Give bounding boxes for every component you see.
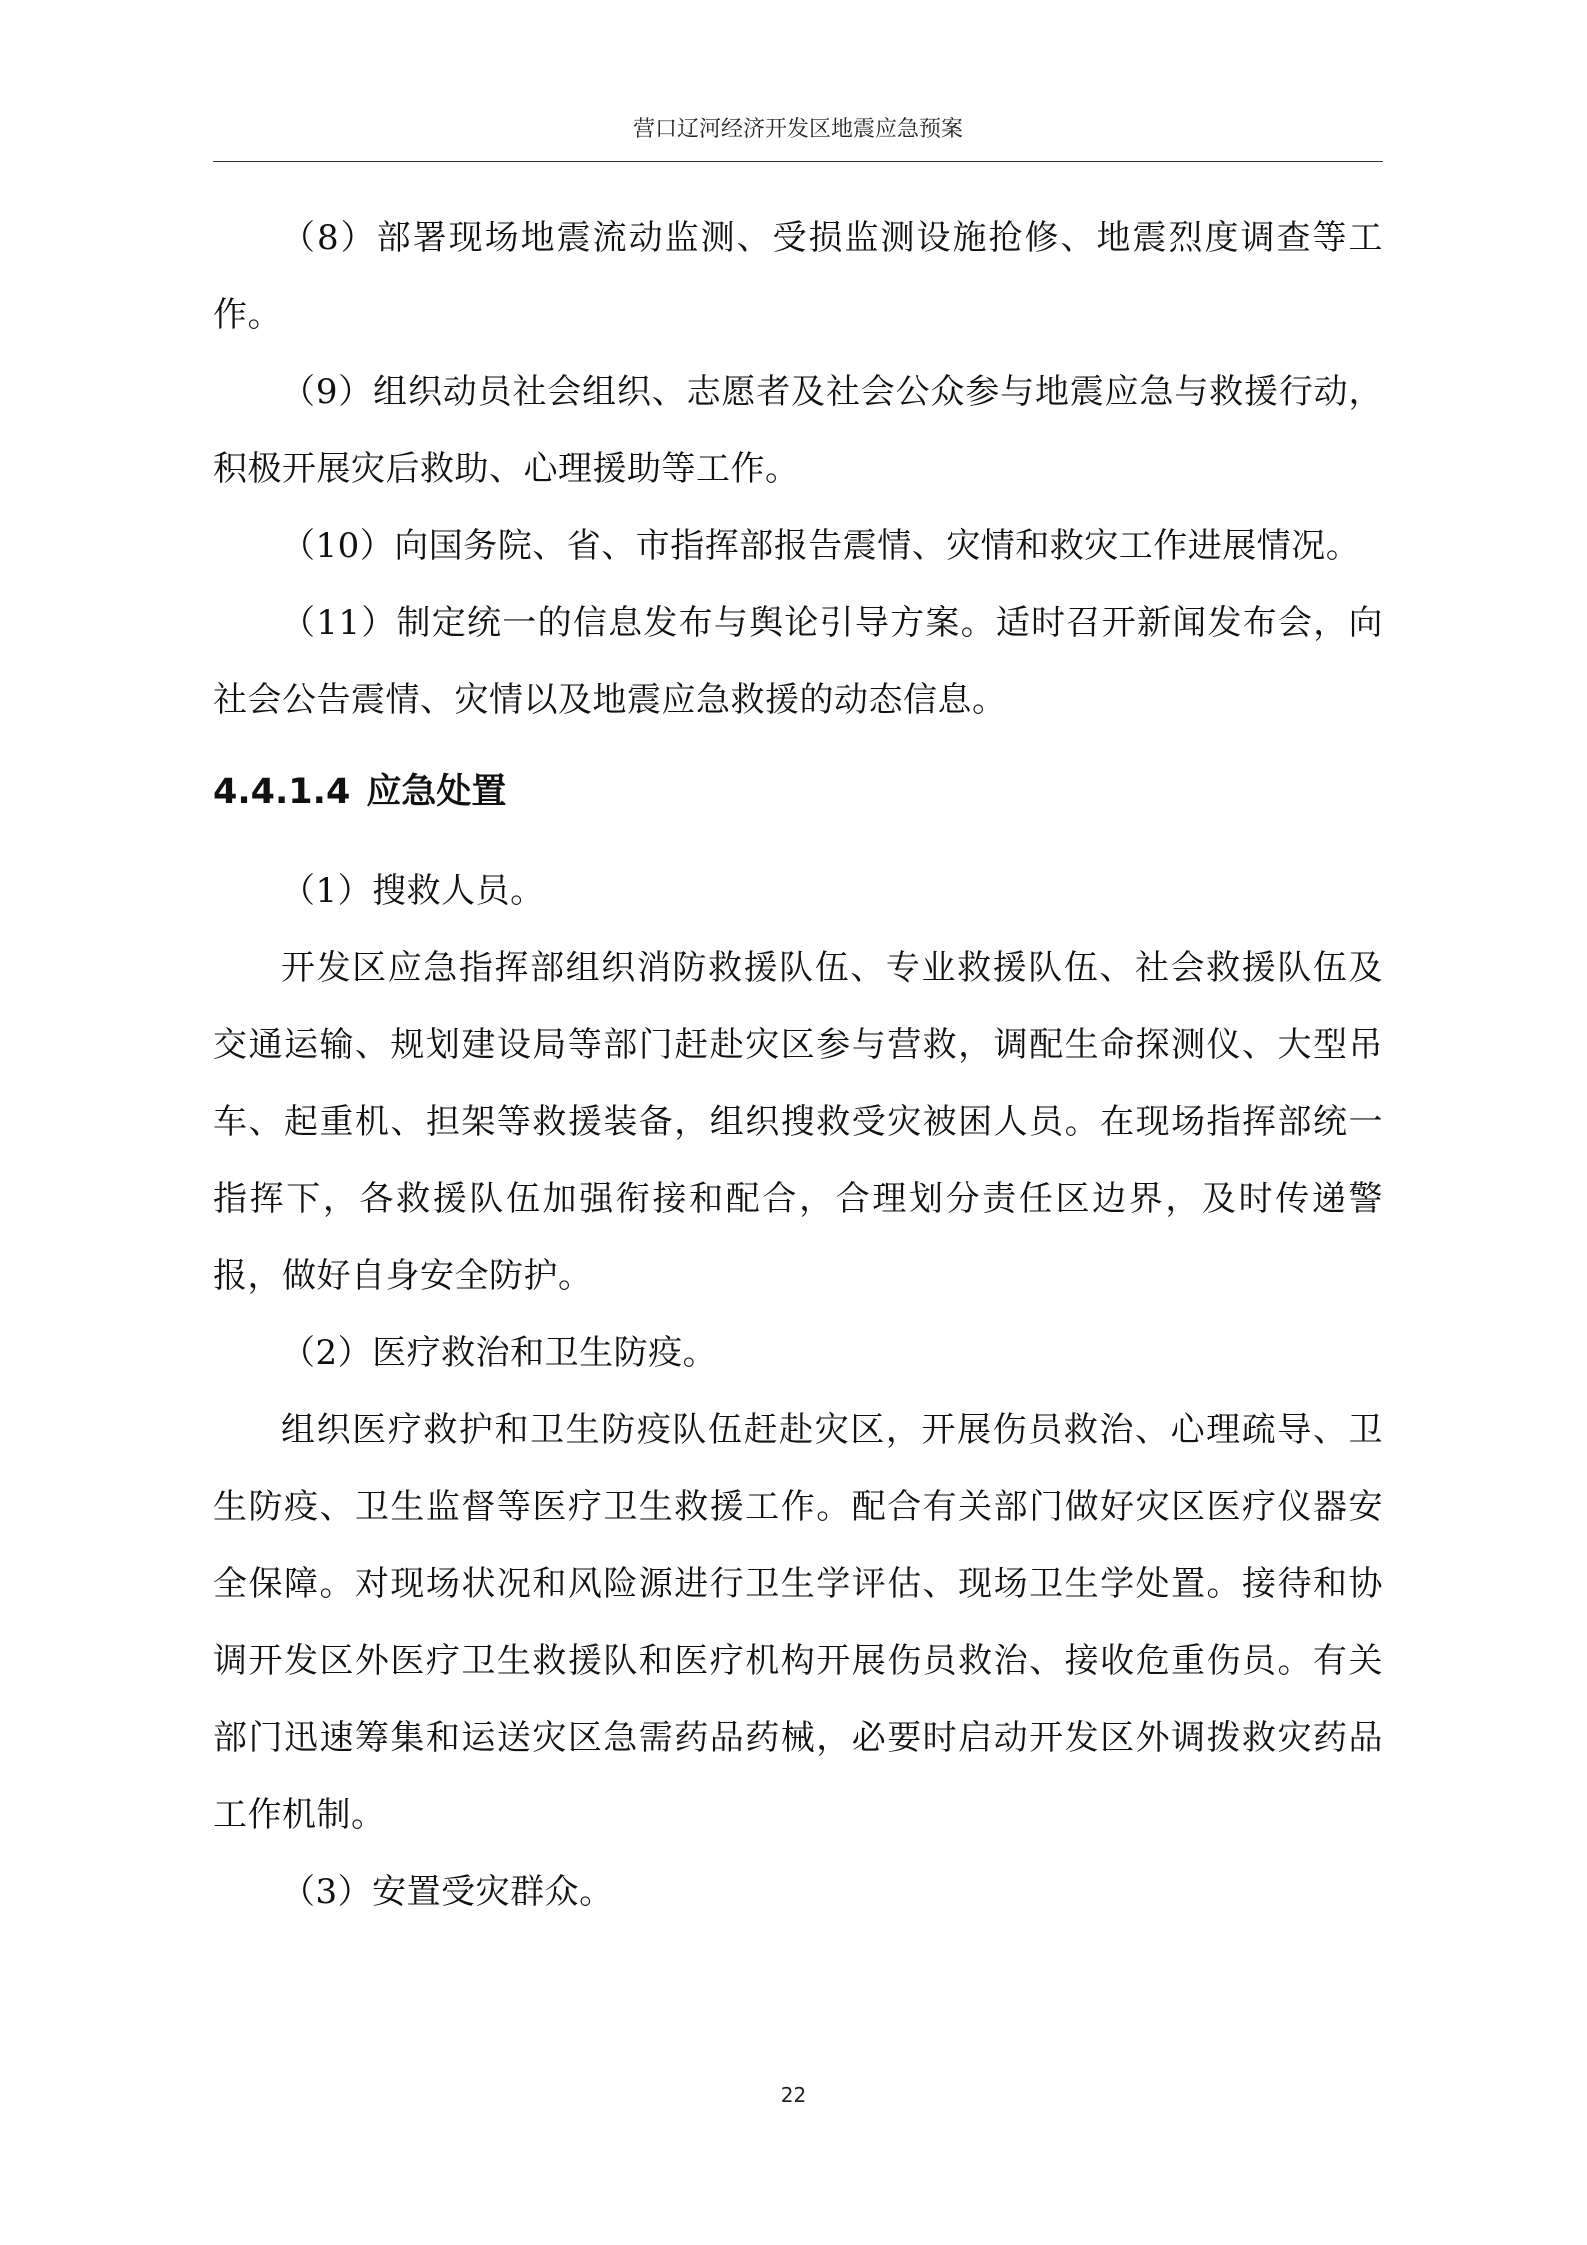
page-number: 22 [780, 2083, 807, 2107]
section-number: 4.4.1.4 [213, 772, 351, 812]
document-header: 营口辽河经济开发区地震应急预案 [632, 117, 963, 142]
paragraph-search-rescue: 开发区应急指挥部组织消防救援队伍、专业救援队伍、社会救援队伍及交通运输、规划建设局等部门赶赴灾区参与营救，调配生命探测仪、大型吊车、起重机、担架等救援装备，组织搜救受灾被困人员。在现场指挥部统一指挥下，各救援队伍加强衔接和配合，合理划分责任区边界，及时传递警报，做好自身安全防护。 [213, 948, 1383, 1296]
paragraph-medical: 组织医疗救护和卫生防疫队伍赶赴灾区，开展伤员救治、心理疏导、卫生防疫、卫生监督等医疗卫生救援工作。配合有关部门做好灾区医疗仪器安全保障。对现场状况和风险源进行卫生学评估、现场卫生学处置。接待和协调开发区外医疗卫生救援队和医疗机构开展伤员救治、接收危重伤员。有关部门迅速筹集和运送灾区急需药品药械，必要时启动开发区外调拨救灾药品工作机制。 [213, 1410, 1383, 1835]
section-title: 应急处置 [366, 772, 507, 812]
subheading-medical: （2）医疗救治和卫生防疫。 [281, 1333, 718, 1373]
header-divider [213, 161, 1383, 162]
paragraph-item-9: （9）组织动员社会组织、志愿者及社会公众参与地震应急与救援行动，积极开展灾后救助、心理援助等工作。 [213, 372, 1383, 489]
paragraph-item-8: （8）部署现场地震流动监测、受损监测设施抢修、地震烈度调查等工作。 [213, 218, 1383, 335]
subheading-resettlement: （3）安置受灾群众。 [281, 1872, 614, 1912]
subheading-search-rescue: （1）搜救人员。 [281, 871, 545, 911]
document-body [213, 200, 1383, 1931]
paragraph-item-10: （10）向国务院、省、市指挥部报告震情、灾情和救灾工作进展情况。 [281, 526, 1361, 566]
paragraph-item-11: （11）制定统一的信息发布与舆论引导方案。适时召开新闻发布会，向社会公告震情、灾情以及地震应急救援的动态信息。 [213, 603, 1383, 720]
section-heading [213, 767, 1383, 817]
